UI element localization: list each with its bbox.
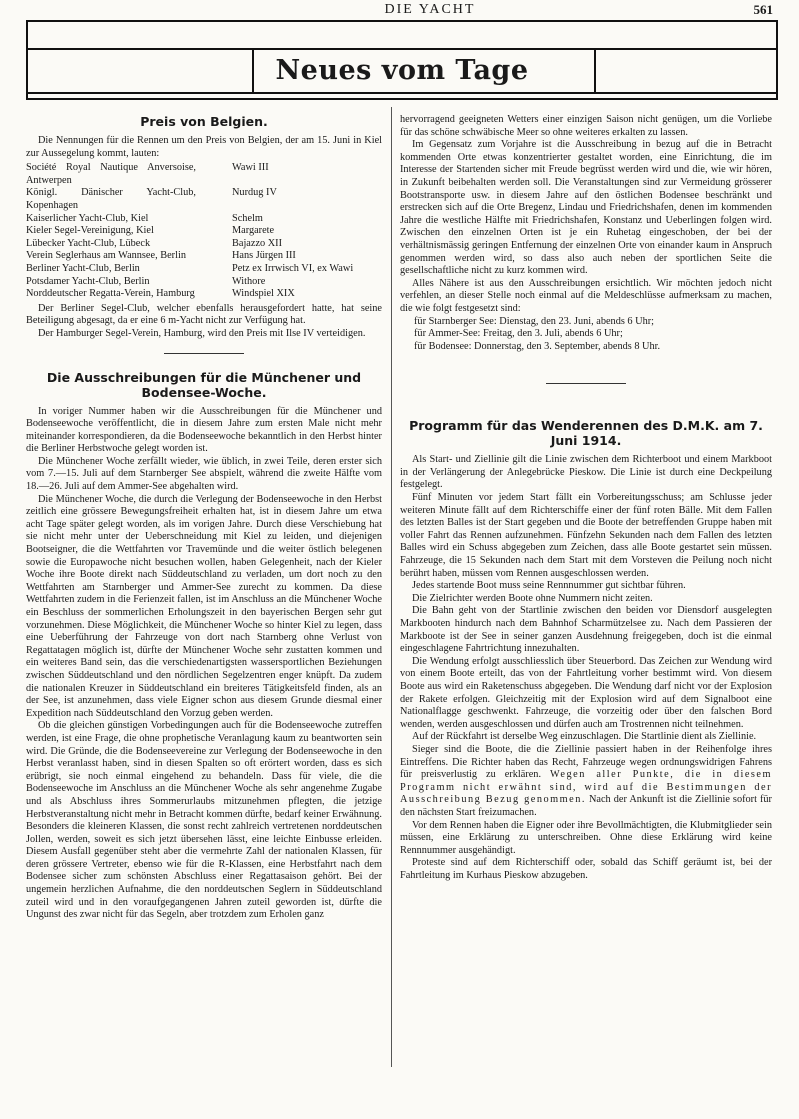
- entry-boat: Bajazzo XII: [232, 237, 283, 249]
- ausschreibungen-paragraph: In voriger Nummer haben wir die Ausschreibungen für die Münchener und Bodenseewoche veröffentlicht, die in diesem Jahre zum ersten Male nicht mehr miteinander korrespondieren, da die Bodenseewoche bekanntlich in den Herbst hinter die Berliner Herbstwoche gelegt worden ist.: [26, 405, 382, 455]
- entry-boat: Schelm: [232, 212, 263, 224]
- belgien-paragraph: Der Hamburger Segel-Verein, Hamburg, wird den Preis mit Ilse IV verteidigen.: [38, 327, 366, 339]
- entry-row: [26, 288, 382, 301]
- programm-sentence: Nach der Ankunft ist die Ziellinie sofort für den nächsten Start freizumachen.: [400, 794, 772, 818]
- entry-row: [26, 187, 382, 212]
- deadline-item: für Ammer-See: Freitag, den 3. Juli, abends 6 Uhr;: [414, 328, 623, 340]
- programm-paragraph: Auf der Rückfahrt ist derselbe Weg einzuschlagen. Die Startlinie dient als Ziellinie.: [412, 731, 757, 743]
- entry-club: Norddeutscher Regatta-Verein, Hamburg: [26, 288, 195, 300]
- programm-paragraph: Als Start- und Ziellinie gilt die Linie zwischen dem Richterboot und einem Markboot in der Verlängerung der Anlegebrücke Pieskow. Die Linie ist durch eine Deckpeilung festgelegt.: [400, 454, 772, 491]
- programm-paragraph: Die Wendung erfolgt ausschliesslich über Steuerbord. Das Zeichen zur Wendung wird von einem Boote erteilt, das von der Fahrtleitung vorher bestimmt wird. Von diesem Boote aus wird ein Raketenschuss abgegeben. Die Wendung darf nicht vor der Explosion der Rakete erfolgen. Gleichzeitig mit der Explosion wird auf dem Signalboot eine Nationalflagge geschwenkt. Fahrzeuge, die vorzeitig oder über den falschen Bord wenden, werden ausgeschlossen und dürfen auch am Trostrennen nicht teilnehmen.: [400, 655, 772, 730]
- entry-boat: Hans Jürgen III: [232, 250, 296, 262]
- programm-paragraph: Jedes startende Boot muss seine Rennnummer gut sichtbar führen.: [412, 580, 686, 592]
- entry-club: Lübecker Yacht-Club, Lübeck: [26, 237, 151, 249]
- right-column: [400, 114, 772, 882]
- left-column: [26, 114, 382, 922]
- entry-boat: Windspiel XIX: [232, 288, 295, 300]
- page-number: 561: [753, 2, 773, 17]
- programm-sentence-spaced: Wegen aller Punkte, die in diesem Programm nicht erwähnt sind, wird auf die Bestimmungen der Ausschreibung Bezug genommen.: [400, 769, 772, 806]
- deadline-item: für Starnberger See: Dienstag, den 23. Juni, abends 6 Uhr;: [414, 315, 655, 327]
- section-rule: [546, 383, 626, 384]
- entry-boat: Nurdug IV: [232, 187, 277, 199]
- entry-row: [26, 276, 382, 289]
- entry-club: Kaiserlicher Yacht-Club, Kiel: [26, 212, 149, 224]
- article-title-ausschreibungen: Die Ausschreibungen für die Münchener und Bodensee-Woche.: [46, 369, 362, 400]
- entry-row: [26, 250, 382, 263]
- entry-row: [26, 162, 382, 187]
- ausschreibungen-paragraph: Die Münchener Woche, die durch die Verlegung der Bodenseewoche in den Herbst zeitlich eine grössere Bewegungsfreiheit erhalten hat, ist in diesem Jahre um etwa acht Tage später gelegt worden, als im vorigen Jahre. Durch diese Verschiebung hat sie nicht mehr unter der Ueberschneidung mit Kiel zu leiden, und diejenigen Bootseigner, die die Wettfahrten vor Travemünde und die weiter östlich belegenen sowie die Europawoche nicht besuchen wollen, haben Gelegenheit, nach der Kieler Woche ihre Boote direkt nach Süddeutschland zu verladen, um dort noch zu den Wettfahrten am Starnberger und Ammer-See zurecht zu kommen. Da diese Wettfahrten zudem in die Ferienzeit fallen, ist im Anschluss an die Münchener Woche ein Beschluss der sommerlichen Erholungszeit in den bayerischen Bergen sehr gut vorzunehmen. Diese Möglichkeit, die Münchener Woche so hinter Kiel zu legen, dass eine Ueberführung der Fahrzeuge von dort nach Starnberg ohne Verlust von Regattatagen möglich ist, dürfte der Münchener Woche sehr zustatten kommen und ein weiteres Band sein, das die verschiedenartigsten wassersportlichen Beziehungen zwischen Süddeutschland und den nördlichen Segelzentren enger knüpft. Da zudem die nationalen Kreuzer in Süddeutschland ein breiteres Tätigkeitsfeld finden, als an der See, ist anzunehmen, dass viele Eigner schon aus diesem Grunde diesmal einer Expedition nach Süddeutschland den Vorzug geben werden.: [26, 493, 382, 719]
- entry-club: Société Royal Nautique Anversoise, Antwerpen: [26, 162, 196, 186]
- ausschreibungen-paragraph: Die Münchener Woche zerfällt wieder, wie üblich, in zwei Teile, deren erster sich vom 7.—15. Juli auf dem Starnberger See abspielt, während die zweite Hälfte vom 18.—26. Juli auf dem Ammer-See abgehalten wird.: [26, 455, 382, 493]
- section-title: Neues vom Tage: [275, 55, 529, 86]
- ausschreibungen-paragraph: Alles Nähere ist aus den Ausschreibungen ersichtlich. Wir möchten jedoch nicht verfehlen, an dieser Stelle noch einmal auf die Meldeschlüsse aufmerksam zu machen, die wie folgt festgesetzt sind:: [400, 277, 772, 314]
- deadline-item: für Bodensee: Donnerstag, den 3. September, abends 8 Uhr.: [414, 340, 661, 352]
- entry-club: Berliner Yacht-Club, Berlin: [26, 262, 140, 274]
- article-title-belgien: Preis von Belgien.: [140, 114, 268, 129]
- ausschreibungen-paragraph: Ob die gleichen günstigen Vorbedingungen auch für die Bodenseewoche zutreffen werden, ist eine Frage, die ohne prophetische Veranlagung kaum zu beantworten sein wird. Die Gründe, die die Bodenseevereine zur Verlegung der Bodenseewoche in den Herbst veranlasst haben, sind in diesen Spalten so oft erörtert worden, dass es sich erübrigt, sie noch einmal eingehend zu behandeln. Dass für viele, die die Bodenseewoche im Anschluss an die Münchener Woche als sehr angenehme Zugabe und als Abschluss ihres Sommerurlaubs mitzunehmen pflegten, die jetzige Herbstveranstaltung nicht mehr in Betracht kommen dürfte, bedarf keiner Erwähnung. Besonders die kleineren Klassen, die sonst recht zahlreich vertretenen norddeutschen Jollen, werden, soweit es sich jetzt übersehen lässt, eine leichte Einbusse erleiden. Diesem Ausfall gegenüber steht aber die vermehrte Zahl der nationalen Klassen, für deren grössere Vertreter, ebenso wie für die R-Klassen, eine Herbstfahrt nach dem Bodensee sicher zum schönsten Abschluss einer Regattasaison gehört. Bei der ungemein herzlichen Aufnahme, die den norddeutschen Seglern in Süddeutschland zuteil wird und in den voraufgegangenen Jahren zuteil geworden ist, dürfte die Ungunst des zwar nicht für das Segeln, aber trotzdem zum Erholen ganz: [26, 720, 382, 921]
- continued-paragraph: hervorragend geeigneten Wetters einer einzigen Saison nicht genügen, um die Vorliebe für das schöne schwäbische Meer so ohne weiteres erkalten zu lassen.: [400, 114, 772, 138]
- programm-paragraph: Vor dem Rennen haben die Eigner oder ihre Bevollmächtigten, die Klubmitglieder sein müssen, eine Erklärung zu unterschreiben. Ohne diese Erklärung wird keine Rennnummer ausgehändigt.: [400, 819, 772, 856]
- belgien-paragraph: Der Berliner Segel-Club, welcher ebenfalls herausgefordert hatte, hat seine Beteiligung abgesagt, da er eine 6 m-Yacht nicht zur Verfügung hat.: [26, 302, 382, 327]
- entry-boat: Petz ex Irrwisch VI, ex Wawi: [232, 262, 354, 274]
- programm-paragraph: Die Zielrichter werden Boote ohne Nummern nicht zeiten.: [412, 592, 653, 604]
- entry-club: Königl. Dänischer Yacht-Club, Kopenhagen: [26, 187, 196, 211]
- entry-list: [26, 162, 382, 301]
- belgien-intro: Die Nennungen für die Rennen um den Preis von Belgien, der am 15. Juni in Kiel zur Aussegelung kommt, lauten:: [26, 135, 382, 159]
- entry-boat: Withore: [232, 275, 266, 287]
- entry-boat: Wawi III: [232, 162, 269, 174]
- ausschreibungen-paragraph: Im Gegensatz zum Vorjahre ist die Ausschreibung in bezug auf die in Betracht kommenden Orte etwas konzentrierter gestaltet worden, eine Einrichtung, die im Interesse der Startenden sicher mit Freude begrüsst werden wird und die, wie wir hören, in Zukunft beibehalten werden soll. Die Veranstaltungen sind zur Vermeidung grösserer Bootstransporte usw. in diesem Jahre auf den östlichen Bodensee beschränkt und erstrecken sich auf die Orte Bregenz, Lindau und Friedrichshafen, denen im kommenden Jahre die westliche Hälfte mit Friedrichshafen, Konstanz und Ueberlingen folgen wird. Zwischen den einzelnen Orten ist je ein Ruhetag eingeschoben, der bei der verhältnismässig geringen Entfernung der einzelnen Orte von einander kaum in Anspruch genommen werden wird, so dass also auch neben der sportlichen Seite die gesellschaftliche nicht zu kurz kommen wird.: [400, 139, 772, 277]
- programm-paragraph: Fünf Minuten vor jedem Start fällt ein Vorbereitungsschuss; am Schlusse jeder weiteren Minute fällt auf dem Richterschiffe einer der fünf roten Bälle. Mit dem Fallen des letzten Balles ist der Start gegeben und die Boote der betreffenden Gruppe haben mit voller Fahrt das Rennen aufzunehmen. Fünfzehn Sekunden nach dem Fallen des letzten Balles wird ein Schuss abgegeben zum Zeichen, dass alle Boote gestartet sein müssen. Fahrzeuge, die 15 Sekunden nach dem Start mit dem Vorsteven die Peilung noch nicht berührt haben, müssen vom Rennen ausgeschlossen werden.: [400, 492, 772, 579]
- entry-row: [26, 238, 382, 251]
- entry-club: Kieler Segel-Vereinigung, Kiel: [26, 225, 154, 237]
- programm-sentence: Sieger sind die Boote, die die Ziellinie passiert haben in der Reihenfolge ihres Eintreffens. Die Richter haben das Recht, Fahrzeuge wegen ordnungswidrigen Fahrens für preisverlustig zu erklären.: [400, 743, 772, 781]
- entry-boat: Margarete: [232, 225, 275, 237]
- section-banner: [26, 20, 778, 100]
- entry-row: [26, 225, 382, 238]
- section-rule: [164, 353, 244, 354]
- entry-row: [26, 213, 382, 226]
- programm-paragraph: Die Bahn geht von der Startlinie zwischen den beiden vor Diensdorf ausgelegten Markbooten hindurch nach dem Bahnhof Scharmützelsee zu. Nach dem Passieren der Markboote ist der See in seiner ganzen Ausdehnung freigegeben, doch ist die einmal eingeschlagene Fahrtrichtung innezuhalten.: [400, 605, 772, 655]
- deadline-list: [400, 316, 772, 354]
- column-divider: [391, 107, 392, 1067]
- entry-club: Verein Seglerhaus am Wannsee, Berlin: [26, 250, 186, 262]
- entry-club: Potsdamer Yacht-Club, Berlin: [26, 275, 150, 287]
- programm-paragraph: [400, 744, 772, 820]
- programm-paragraph: Proteste sind auf dem Richterschiff oder, sobald das Schiff geräumt ist, bei der Fahrtleitung im Kurhaus Pieskow abzugeben.: [400, 857, 772, 881]
- entry-row: [26, 263, 382, 276]
- article-title-programm: Programm für das Wenderennen des D.M.K. am 7. Juni 1914.: [409, 418, 763, 449]
- running-header: DIE YACHT: [384, 2, 476, 17]
- banner-band: [28, 48, 776, 94]
